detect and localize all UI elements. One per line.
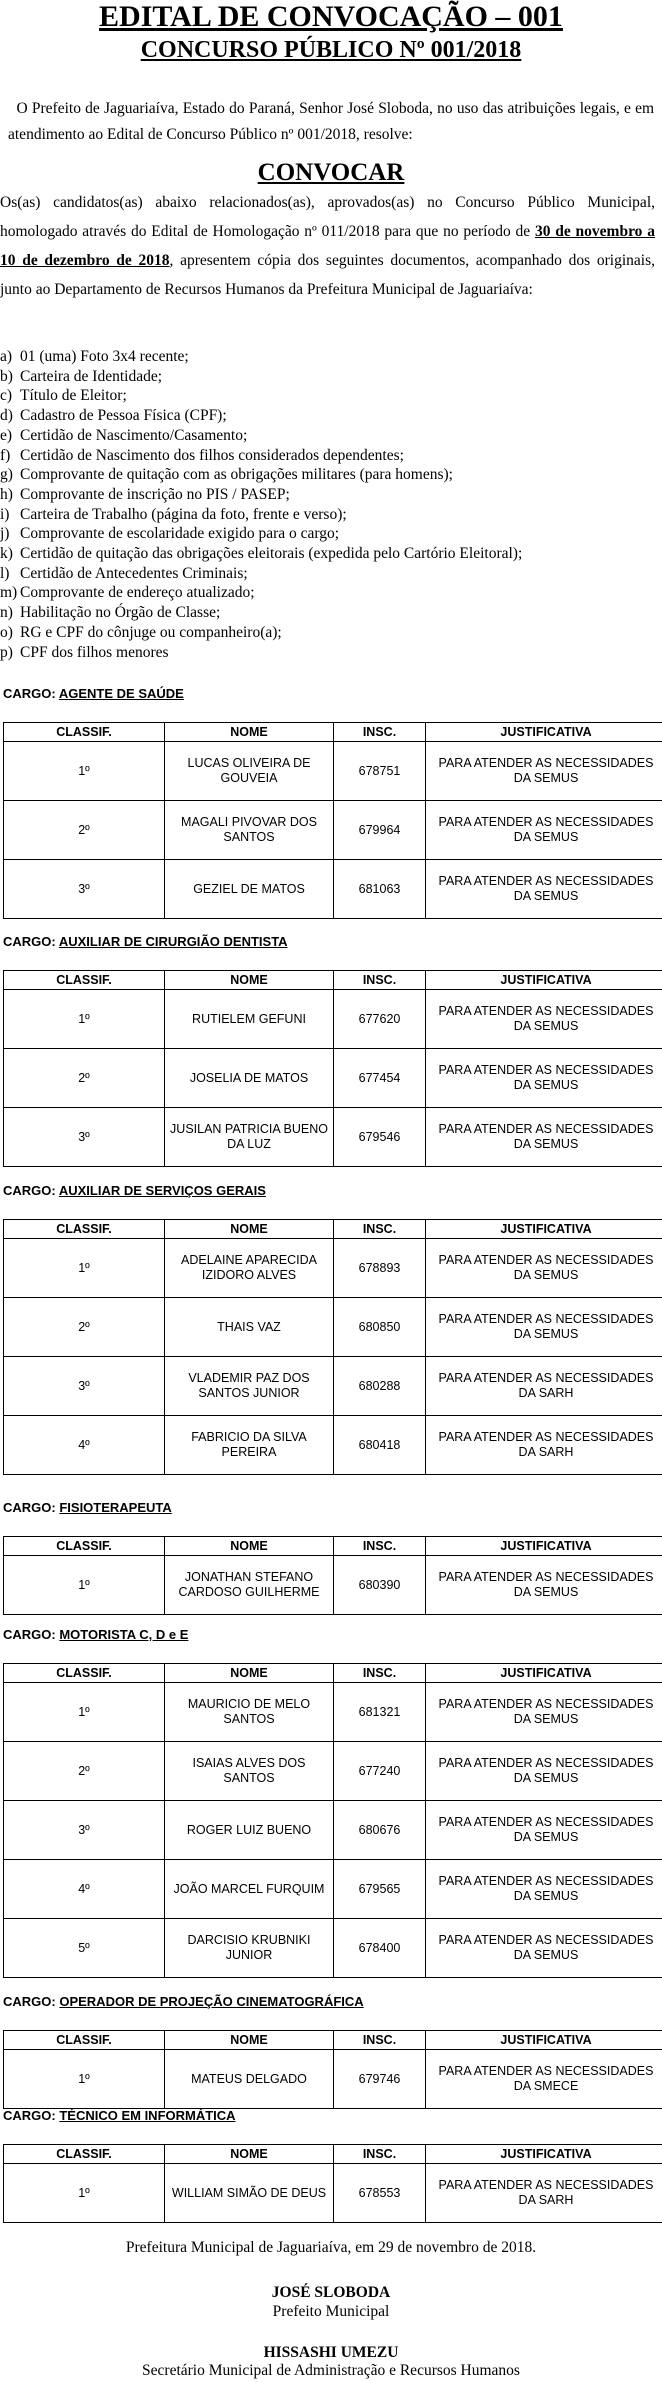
column-header: INSC.: [334, 971, 426, 990]
document-item-letter: d): [0, 407, 13, 425]
table-row: [4, 990, 662, 1049]
document-item-text: Certidão de quitação das obrigações eleitorais (expedida pelo Cartório Eleitoral);: [20, 545, 523, 563]
document-item-letter: n): [0, 604, 13, 622]
document-item-text: Título de Eleitor;: [20, 387, 127, 405]
table-row: [4, 1049, 662, 1108]
page-subtitle: CONCURSO PÚBLICO Nº 001/2018: [140, 37, 522, 63]
cargo-heading: [3, 1627, 188, 1643]
cell-insc: 677620: [334, 990, 426, 1049]
cell-nome: THAIS VAZ: [165, 1298, 334, 1357]
document-item-text: 01 (uma) Foto 3x4 recente;: [20, 348, 189, 365]
candidates-table: [3, 1663, 662, 1978]
candidates-table: [3, 1219, 662, 1475]
document-item: [0, 406, 655, 426]
cargo-name: OPERADOR DE PROJEÇÃO CINEMATOGRÁFICA: [59, 1994, 364, 2009]
document-item-letter: h): [0, 485, 13, 503]
column-header: NOME: [165, 2031, 334, 2050]
cell-just: PARA ATENDER AS NECESSIDADES DA SARH: [426, 2164, 662, 2223]
table-header-row: [4, 1220, 662, 1239]
cargo-name: FISIOTERAPEUTA: [59, 1500, 172, 1515]
cell-just: PARA ATENDER AS NECESSIDADES DA SEMUS: [426, 1298, 662, 1357]
document-item-text: Certidão de Antecedentes Criminais;: [20, 564, 248, 582]
cell-classif: 1º: [4, 990, 165, 1049]
cell-classif: 5º: [4, 1919, 165, 1978]
document-item: [0, 347, 655, 367]
cell-nome: VLADEMIR PAZ DOS SANTOS JUNIOR: [165, 1357, 334, 1416]
document-item: [0, 386, 655, 406]
cargo-name: AGENTE DE SAÚDE: [58, 686, 184, 701]
cell-classif: 4º: [4, 1416, 165, 1475]
signer-1-name: JOSÉ SLOBODA: [271, 2284, 391, 2301]
candidates-table: [3, 2144, 662, 2223]
document-item: [0, 623, 655, 643]
column-header: NOME: [165, 1537, 334, 1556]
table-header-row: [4, 1664, 662, 1683]
cell-classif: 1º: [4, 1239, 165, 1298]
signer-2-name: HISSASHI UMEZU: [263, 2344, 399, 2361]
place-date: Prefeitura Municipal de Jaguariaíva, em 29 de novembro de 2018.: [125, 2239, 537, 2256]
document-item-text: Certidão de Nascimento dos filhos considerados dependentes;: [20, 446, 404, 464]
cell-insc: 681321: [334, 1683, 426, 1742]
document-item-text: Comprovante de escolaridade exigido para o cargo;: [20, 525, 340, 543]
table-header-row: [4, 971, 662, 990]
cell-nome: LUCAS OLIVEIRA DE GOUVEIA: [165, 742, 334, 801]
column-header: NOME: [165, 2145, 334, 2164]
table-row: [4, 1742, 662, 1801]
table-row: [4, 1239, 662, 1298]
document-item-text: Comprovante de endereço atualizado;: [20, 584, 255, 602]
body-part1: Os(as) candidatos(as) abaixo relacionados(as), aprovados(as) no Concurso Público Municipal, homologado através do Edital de Homologação nº 011/2018 para que no período de: [0, 194, 655, 240]
intro-text: O Prefeito de Jaguariaíva, Estado do Paraná, Senhor José Sloboda, no uso das atribuições legais, e em atendimento ao Edital de Concurso Público nº 001/2018, resolve:: [8, 100, 655, 143]
document-item-text: Comprovante de inscrição no PIS / PASEP;: [20, 485, 290, 503]
table-header-row: [4, 1537, 662, 1556]
cell-just: PARA ATENDER AS NECESSIDADES DA SEMUS: [426, 1108, 662, 1167]
column-header: CLASSIF.: [4, 971, 165, 990]
column-header: INSC.: [334, 1664, 426, 1683]
document-item: [0, 643, 655, 663]
column-header: CLASSIF.: [4, 2031, 165, 2050]
cell-classif: 1º: [4, 2164, 165, 2223]
document-item: [0, 367, 655, 387]
column-header: CLASSIF.: [4, 2145, 165, 2164]
document-item-letter: k): [0, 545, 13, 563]
document-item-letter: e): [0, 426, 13, 444]
cell-nome: MAGALI PIVOVAR DOS SANTOS: [165, 801, 334, 860]
cell-nome: WILLIAM SIMÃO DE DEUS: [165, 2164, 334, 2223]
cell-insc: 680676: [334, 1801, 426, 1860]
cargo-prefix: CARGO:: [3, 1500, 60, 1515]
document-item: [0, 524, 655, 544]
column-header: JUSTIFICATIVA: [426, 971, 662, 990]
document-item-letter: i): [0, 505, 10, 523]
document-item: [0, 465, 655, 485]
cell-just: PARA ATENDER AS NECESSIDADES DA SEMUS: [426, 742, 662, 801]
cell-classif: 2º: [4, 1742, 165, 1801]
document-item: [0, 505, 655, 525]
cell-just: PARA ATENDER AS NECESSIDADES DA SEMUS: [426, 1049, 662, 1108]
column-header: INSC.: [334, 2031, 426, 2050]
table-row: [4, 860, 662, 919]
cell-insc: 680418: [334, 1416, 426, 1475]
cargo-name: TÉCNICO EM INFORMÁTICA: [59, 2108, 236, 2123]
column-header: JUSTIFICATIVA: [426, 2031, 662, 2050]
document-item-letter: c): [0, 387, 13, 405]
cargo-prefix: CARGO:: [3, 1183, 59, 1198]
document-item-text: Carteira de Identidade;: [20, 367, 163, 385]
document-item: [0, 544, 655, 564]
cell-insc: 677240: [334, 1742, 426, 1801]
cell-insc: 680288: [334, 1357, 426, 1416]
table-row: [4, 742, 662, 801]
signer-1-role: Prefeito Municipal: [272, 2303, 390, 2320]
documents-list: [0, 347, 655, 662]
table-row: [4, 1556, 662, 1615]
cargo-name: MOTORISTA C, D e E: [59, 1627, 189, 1642]
cell-just: PARA ATENDER AS NECESSIDADES DA SEMUS: [426, 860, 662, 919]
cell-nome: JUSILAN PATRICIA BUENO DA LUZ: [165, 1108, 334, 1167]
body-period: 30 de novembro a 10 de dezembro de 2018: [0, 223, 655, 269]
convocar-heading: CONVOCAR: [257, 159, 405, 186]
body-part2: , apresentem cópia dos seguintes documentos, acompanhado dos originais, junto ao Departamento de Recursos Humanos da Prefeitura Municipal de Jaguariaíva:: [0, 252, 655, 298]
table-row: [4, 1860, 662, 1919]
document-item-text: Habilitação no Órgão de Classe;: [20, 604, 221, 622]
table-row: [4, 1108, 662, 1167]
table-row: [4, 1801, 662, 1860]
table-row: [4, 1919, 662, 1978]
column-header: CLASSIF.: [4, 1537, 165, 1556]
table-row: [4, 1683, 662, 1742]
document-item-letter: f): [0, 446, 11, 464]
document-item-letter: a): [0, 348, 13, 365]
cargo-prefix: CARGO:: [3, 686, 59, 701]
page-title: EDITAL DE CONVOCAÇÃO – 001: [99, 0, 563, 33]
body-paragraph: [0, 188, 655, 304]
candidates-table: [3, 722, 662, 919]
document-item-letter: l): [0, 564, 10, 582]
document-item-letter: b): [0, 367, 13, 385]
cell-classif: 1º: [4, 742, 165, 801]
cell-classif: 3º: [4, 1801, 165, 1860]
cell-just: PARA ATENDER AS NECESSIDADES DA SEMUS: [426, 1801, 662, 1860]
cell-insc: 679746: [334, 2050, 426, 2109]
signer-2-role: Secretário Municipal de Administração e Recursos Humanos: [142, 2362, 520, 2379]
cargo-heading: [3, 1500, 172, 1516]
cell-insc: 679565: [334, 1860, 426, 1919]
cargo-prefix: CARGO:: [3, 1627, 60, 1642]
cell-nome: GEZIEL DE MATOS: [165, 860, 334, 919]
document-item-letter: m): [0, 584, 18, 602]
cell-classif: 2º: [4, 1298, 165, 1357]
column-header: JUSTIFICATIVA: [426, 2145, 662, 2164]
cell-just: PARA ATENDER AS NECESSIDADES DA SARH: [426, 1416, 662, 1475]
column-header: JUSTIFICATIVA: [426, 1537, 662, 1556]
column-header: CLASSIF.: [4, 1664, 165, 1683]
cell-insc: 679546: [334, 1108, 426, 1167]
document-item-letter: p): [0, 643, 13, 661]
cell-just: PARA ATENDER AS NECESSIDADES DA SARH: [426, 1357, 662, 1416]
column-header: CLASSIF.: [4, 1220, 165, 1239]
table-header-row: [4, 2145, 662, 2164]
table-header-row: [4, 2031, 662, 2050]
document-item-text: Certidão de Nascimento/Casamento;: [20, 426, 248, 444]
cell-nome: ADELAINE APARECIDA IZIDORO ALVES: [165, 1239, 334, 1298]
cell-classif: 3º: [4, 1357, 165, 1416]
cargo-heading: [3, 686, 184, 702]
cargo-prefix: CARGO:: [3, 2108, 60, 2123]
cell-nome: JOSELIA DE MATOS: [165, 1049, 334, 1108]
cell-insc: 678400: [334, 1919, 426, 1978]
cell-classif: 1º: [4, 2050, 165, 2109]
cell-just: PARA ATENDER AS NECESSIDADES DA SEMUS: [426, 1742, 662, 1801]
cell-just: PARA ATENDER AS NECESSIDADES DA SMECE: [426, 2050, 662, 2109]
column-header: JUSTIFICATIVA: [426, 1220, 662, 1239]
cell-insc: 680850: [334, 1298, 426, 1357]
cell-nome: ISAIAS ALVES DOS SANTOS: [165, 1742, 334, 1801]
candidates-table: [3, 2030, 662, 2109]
cell-nome: JONATHAN STEFANO CARDOSO GUILHERME: [165, 1556, 334, 1615]
cargo-heading: [3, 2108, 236, 2124]
column-header: INSC.: [334, 723, 426, 742]
cell-nome: FABRICIO DA SILVA PEREIRA: [165, 1416, 334, 1475]
cell-classif: 3º: [4, 860, 165, 919]
document-item: [0, 446, 655, 466]
column-header: JUSTIFICATIVA: [426, 1664, 662, 1683]
cargo-name: AUXILIAR DE CIRURGIÃO DENTISTA: [58, 934, 288, 949]
cell-just: PARA ATENDER AS NECESSIDADES DA SEMUS: [426, 1683, 662, 1742]
document-item-text: Cadastro de Pessoa Física (CPF);: [20, 407, 227, 425]
cell-nome: RUTIELEM GEFUNI: [165, 990, 334, 1049]
cell-nome: MATEUS DELGADO: [165, 2050, 334, 2109]
table-row: [4, 1357, 662, 1416]
candidates-table: [3, 1536, 662, 1615]
column-header: INSC.: [334, 1220, 426, 1239]
document-item: [0, 485, 655, 505]
cell-insc: 678553: [334, 2164, 426, 2223]
cargo-heading: [3, 934, 288, 950]
cell-just: PARA ATENDER AS NECESSIDADES DA SEMUS: [426, 801, 662, 860]
cell-classif: 2º: [4, 1049, 165, 1108]
cell-nome: ROGER LUIZ BUENO: [165, 1801, 334, 1860]
column-header: CLASSIF.: [4, 723, 165, 742]
document-item: [0, 603, 655, 623]
cell-classif: 1º: [4, 1683, 165, 1742]
column-header: INSC.: [334, 1537, 426, 1556]
cell-nome: JOÃO MARCEL FURQUIM: [165, 1860, 334, 1919]
cell-insc: 680390: [334, 1556, 426, 1615]
cargo-name: AUXILIAR DE SERVIÇOS GERAIS: [58, 1183, 266, 1198]
cell-nome: MAURICIO DE MELO SANTOS: [165, 1683, 334, 1742]
column-header: NOME: [165, 1220, 334, 1239]
table-row: [4, 1298, 662, 1357]
document-item-letter: j): [0, 525, 10, 543]
cell-classif: 2º: [4, 801, 165, 860]
intro-paragraph: [8, 96, 654, 148]
cell-insc: 679964: [334, 801, 426, 860]
cell-just: PARA ATENDER AS NECESSIDADES DA SEMUS: [426, 1239, 662, 1298]
document-item-text: CPF dos filhos menores: [20, 643, 169, 661]
cell-classif: 3º: [4, 1108, 165, 1167]
candidates-table: [3, 970, 662, 1167]
cell-insc: 681063: [334, 860, 426, 919]
table-row: [4, 2050, 662, 2109]
table-row: [4, 801, 662, 860]
cell-insc: 678751: [334, 742, 426, 801]
table-row: [4, 2164, 662, 2223]
column-header: JUSTIFICATIVA: [426, 723, 662, 742]
cell-classif: 4º: [4, 1860, 165, 1919]
document-item: [0, 583, 655, 603]
table-row: [4, 1416, 662, 1475]
table-header-row: [4, 723, 662, 742]
column-header: INSC.: [334, 2145, 426, 2164]
cargo-heading: [3, 1994, 364, 2010]
cell-just: PARA ATENDER AS NECESSIDADES DA SEMUS: [426, 1556, 662, 1615]
cell-nome: DARCISIO KRUBNIKI JUNIOR: [165, 1919, 334, 1978]
document-item-letter: g): [0, 466, 13, 484]
document-item-letter: o): [0, 623, 13, 641]
cargo-prefix: CARGO:: [3, 1994, 60, 2009]
cell-just: PARA ATENDER AS NECESSIDADES DA SEMUS: [426, 990, 662, 1049]
document-item-text: RG e CPF do cônjuge ou companheiro(a);: [20, 623, 282, 641]
document-item: [0, 564, 655, 584]
cell-insc: 677454: [334, 1049, 426, 1108]
cell-classif: 1º: [4, 1556, 165, 1615]
cargo-prefix: CARGO:: [3, 934, 59, 949]
column-header: NOME: [165, 723, 334, 742]
document-item-text: Carteira de Trabalho (página da foto, frente e verso);: [20, 505, 347, 523]
column-header: NOME: [165, 1664, 334, 1683]
column-header: NOME: [165, 971, 334, 990]
cargo-heading: [3, 1183, 266, 1199]
document-item: [0, 426, 655, 446]
cell-just: PARA ATENDER AS NECESSIDADES DA SEMUS: [426, 1919, 662, 1978]
document-item-text: Comprovante de quitação com as obrigações militares (para homens);: [20, 466, 453, 484]
cell-insc: 678893: [334, 1239, 426, 1298]
cell-just: PARA ATENDER AS NECESSIDADES DA SEMUS: [426, 1860, 662, 1919]
